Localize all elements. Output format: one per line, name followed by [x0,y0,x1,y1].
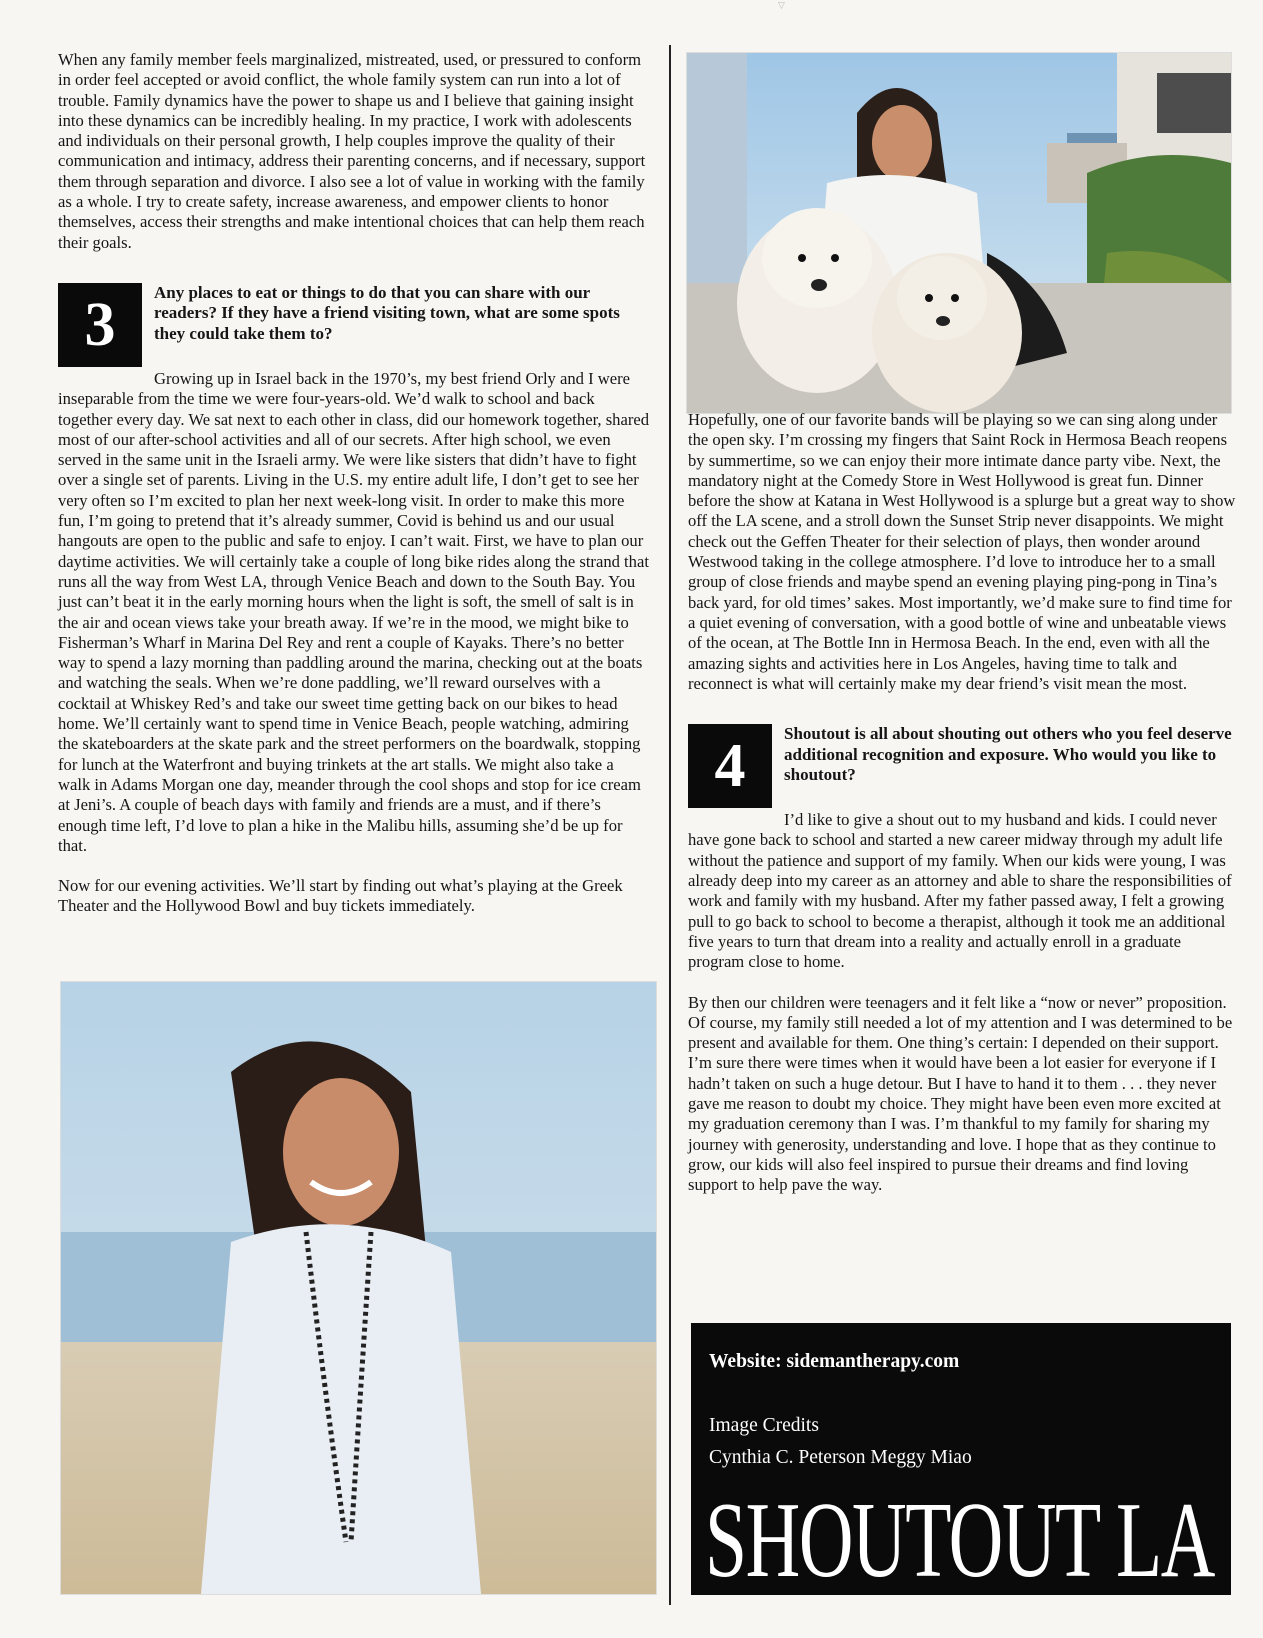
question-4-answer-continued: By then our children were teenagers and it felt like a “now or never” proposition. Of course, my family still needed a lot of my attention and I was determined to be present and available for them. One thing’s certain: I depended on their support. I’m sure there were times when it would have been a lot easier for everyone if I hadn’t taken on such a huge detour. But I have to hand it to them . . . they never gave me reason to doubt my choice. They might have been even more excited at my graduation ceremony than I was. I’m thankful to my family for sharing my journey with generosity, understanding and love. I hope that as they continue to grow, our kids will also feel inspired to pursue their dreams and find loving support to help pave the way. [688,992,1233,1195]
question-4-heading: Shoutout is all about shouting out others who you feel deserve additional recognition and exposure. Who would you like to shoutout? [784,724,1232,785]
question-4-number: 4 [688,724,772,808]
question-3-number: 3 [58,283,142,367]
right-column [688,410,1236,1196]
credits-box [691,1323,1231,1600]
left-column [58,50,650,917]
column-divider [669,45,671,1605]
evening-paragraph: Now for our evening activities. We’ll start by finding out what’s playing at the Greek Theater and the Hollywood Bowl and buy tickets immediately. [58,876,623,916]
intro-paragraph: When any family member feels marginalized, mistreated, used, or pressured to conform in order feel accepted or avoid conflict, the whole family system can run into a lot of trouble. Family dynamics have the power to shape us and I believe that gaining insight into these dynamics can be incredibly healing. In my practice, I work with adolescents and individuals on their personal growth, I help couples improve the quality of their communication and intimacy, address their parenting concerns, and if necessary, support them through separation and divorce. I also see a lot of value in working with the family as a whole. I try to create safety, increase awareness, and empower clients to honor themselves, access their strengths and make intentional choices that can help them reach their goals. [58,50,646,252]
shoutout-la-logo: SHOUTOUT LA [705,1481,1214,1600]
image-credits-label: Image Credits [709,1415,819,1436]
page-top-mark: ▽ [778,0,785,10]
website-link[interactable]: Website: sidemantherapy.com [709,1351,960,1372]
question-3-answer: Growing up in Israel back in the 1970’s, my best friend Orly and I were inseparable from the time we were four-years-old. We’d walk to school and back together every day. We sat next to each other in class, did our homework together, shared most of our after-school activities and all of our secrets. After high school, we even served in the same unit in the Israeli army. We were like sisters that didn’t have to fight over a single set of parents. Living in the U.S. my entire adult life, I don’t get to see her very often so I’m excited to plan her next week-long visit. In order to make this more fun, I’m going to pretend that it’s already summer, Covid is behind us and our usual hangouts are open to the public and safe to enjoy. I can’t wait. First, we have to plan our daytime activities. We will certainly take a couple of long bike rides along the strand that runs all the way from West LA, through Venice Beach and down to the South Bay. You just can’t beat it in the early morning hours when the light is soft, the smell of salt is in the air and ocean views take your breath away. If we’re in the mood, we might bike to Fisherman’s Wharf in Marina Del Rey and rent a couple of Kayaks. There’s no better way to spend a lazy morning than paddling around the marina, checking out at the boats and watching the seals. When we’re done paddling, we’ll reward ourselves with a cocktail at Whiskey Red’s and take our sweet time getting back on our bikes to head home. We’ll certainly want to spend time in Venice Beach, people watching, admiring the skateboarders at the skate park and the street performers on the boardwalk, stopping for lunch at the Waterfront and buying trinkets at the art stalls. We might also take a walk in Adams Morgan one day, meander through the cool shops and stop for ice cream at Jeni’s. A couple of beach days with family and friends are a must, and if there’s enough time left, I’d love to plan a hike in the Malibu hills, assuming she’d be up for that. [58,368,650,855]
photo-woman-with-dogs [686,52,1232,414]
image-credits-names: Cynthia C. Peterson Meggy Miao [709,1447,972,1468]
photo-woman-at-beach [60,981,657,1595]
continuation-paragraph: Hopefully, one of our favorite bands will be playing so we can sing along under the open sky. I’m crossing my fingers that Saint Rock in Hermosa Beach reopens by summertime, so we can enjoy their more intimate dance party vibe. Next, the mandatory night at the Comedy Store in West Hollywood is great fun. Dinner before the show at Katana in West Hollywood is a splurge but a great way to show off the LA scene, and a stroll down the Sunset Strip never disappoints. We might check out the Geffen Theater for their selection of plays, then wonder around Westwood taking in the college atmosphere. I’d love to introduce her to a small group of close friends and maybe spend an evening playing ping-pong in Tina’s back yard, for old times’ sakes. Most importantly, we’d make sure to find time for a quiet evening of conversation, with a good bottle of wine and unbeatable views of the ocean, at The Bottle Inn in Hermosa Beach. In the end, even with all the amazing sights and activities here in Los Angeles, having time to talk and reconnect is what will certainly make my dear friend’s visit mean the most. [688,410,1236,693]
question-3-heading: Any places to eat or things to do that you can share with our readers? If they have a friend visiting town, what are some spots they could take them to? [154,282,620,343]
question-4-block [688,724,1236,810]
question-3-block [58,283,650,369]
question-4-answer: I’d like to give a shout out to my husband and kids. I could never have gone back to school and started a new career midway through my adult life without the patience and support of my family. When our kids were young, I was already deep into my career as an attorney and able to share the responsibilities of work and family with my husband. After my father passed away, I felt a growing pull to go back to school to become a therapist, although it took me an additional five years to turn that dream into a reality and actually enroll in a graduate program close to home. [688,810,1232,972]
